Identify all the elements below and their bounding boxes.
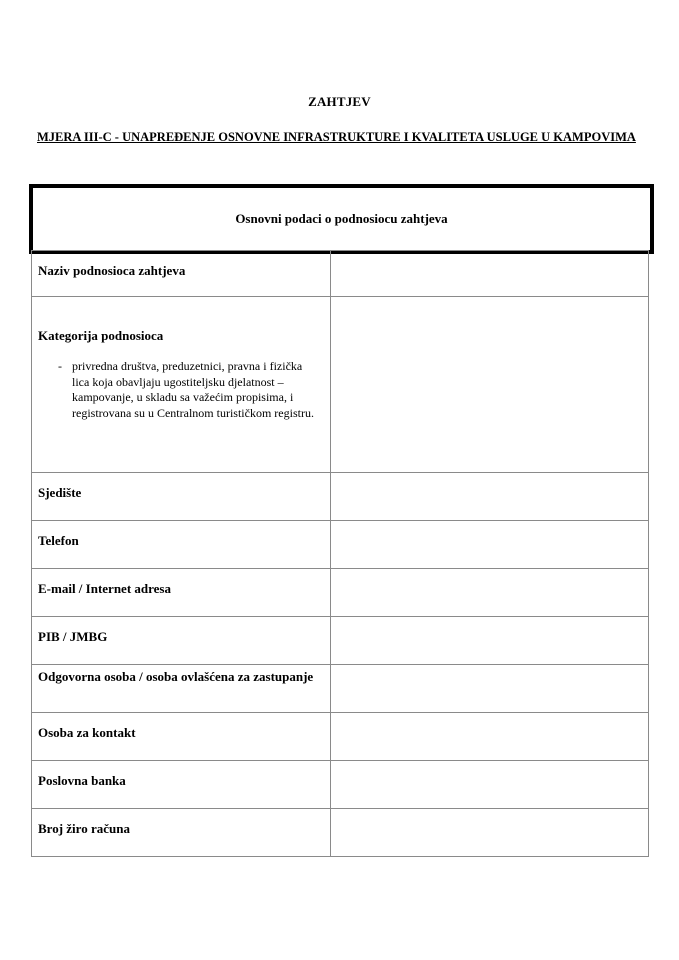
field-label: Kategorija podnosioca bbox=[38, 328, 164, 343]
section-header-label: Osnovni podaci o podnosiocu zahtjeva bbox=[235, 211, 448, 226]
table-row bbox=[32, 809, 649, 857]
row-label-cell bbox=[32, 809, 331, 857]
field-label: Poslovna banka bbox=[38, 773, 126, 788]
bank-field[interactable] bbox=[331, 761, 649, 809]
table-row bbox=[32, 617, 649, 665]
field-label: Naziv podnosioca zahtjeva bbox=[38, 263, 186, 278]
row-label-cell bbox=[32, 665, 331, 713]
row-label-cell bbox=[32, 297, 331, 473]
table-row bbox=[32, 665, 649, 713]
row-label-cell bbox=[32, 251, 331, 297]
measure-subtitle: MJERA III-C - UNAPREĐENJE OSNOVNE INFRASTRUKTURE I KVALITETA USLUGE U KAMPOVIMA bbox=[37, 130, 636, 144]
document-title: ZAHTJEV bbox=[308, 94, 371, 109]
account-number-field[interactable] bbox=[331, 809, 649, 857]
field-label: Odgovorna osoba / osoba ovlašćena za zastupanje bbox=[38, 669, 314, 684]
field-label: Sjedište bbox=[38, 485, 82, 500]
field-label: Osoba za kontakt bbox=[38, 725, 136, 740]
field-label: E-mail / Internet adresa bbox=[38, 581, 171, 596]
field-label: PIB / JMBG bbox=[38, 629, 108, 644]
table-row bbox=[32, 251, 649, 297]
headquarters-field[interactable] bbox=[331, 473, 649, 521]
table-row bbox=[32, 569, 649, 617]
section-header bbox=[29, 184, 654, 254]
applicant-name-field[interactable] bbox=[331, 251, 649, 297]
row-label-cell bbox=[32, 713, 331, 761]
row-label-cell bbox=[32, 473, 331, 521]
field-label: Telefon bbox=[38, 533, 79, 548]
applicant-category-field[interactable] bbox=[331, 297, 649, 473]
contact-person-field[interactable] bbox=[331, 713, 649, 761]
row-label-cell bbox=[32, 761, 331, 809]
row-label-cell bbox=[32, 569, 331, 617]
table-row bbox=[32, 713, 649, 761]
responsible-person-field[interactable] bbox=[331, 665, 649, 713]
table-row bbox=[32, 297, 649, 473]
phone-field[interactable] bbox=[331, 521, 649, 569]
table-row bbox=[32, 521, 649, 569]
table-row bbox=[32, 761, 649, 809]
applicant-data-table bbox=[31, 250, 649, 857]
list-item: - privredna društva, preduzetnici, pravna i fizička lica koja obavljaju ugostiteljsku djelatnost – kampovanje, u skladu sa važećim propisima, i registrovana su u Centralnom turističkom registru. bbox=[60, 359, 318, 421]
category-list bbox=[32, 359, 330, 421]
field-label: Broj žiro računa bbox=[38, 821, 130, 836]
email-field[interactable] bbox=[331, 569, 649, 617]
table-row bbox=[32, 473, 649, 521]
pib-jmbg-field[interactable] bbox=[331, 617, 649, 665]
row-label-cell bbox=[32, 617, 331, 665]
row-label-cell bbox=[32, 521, 331, 569]
